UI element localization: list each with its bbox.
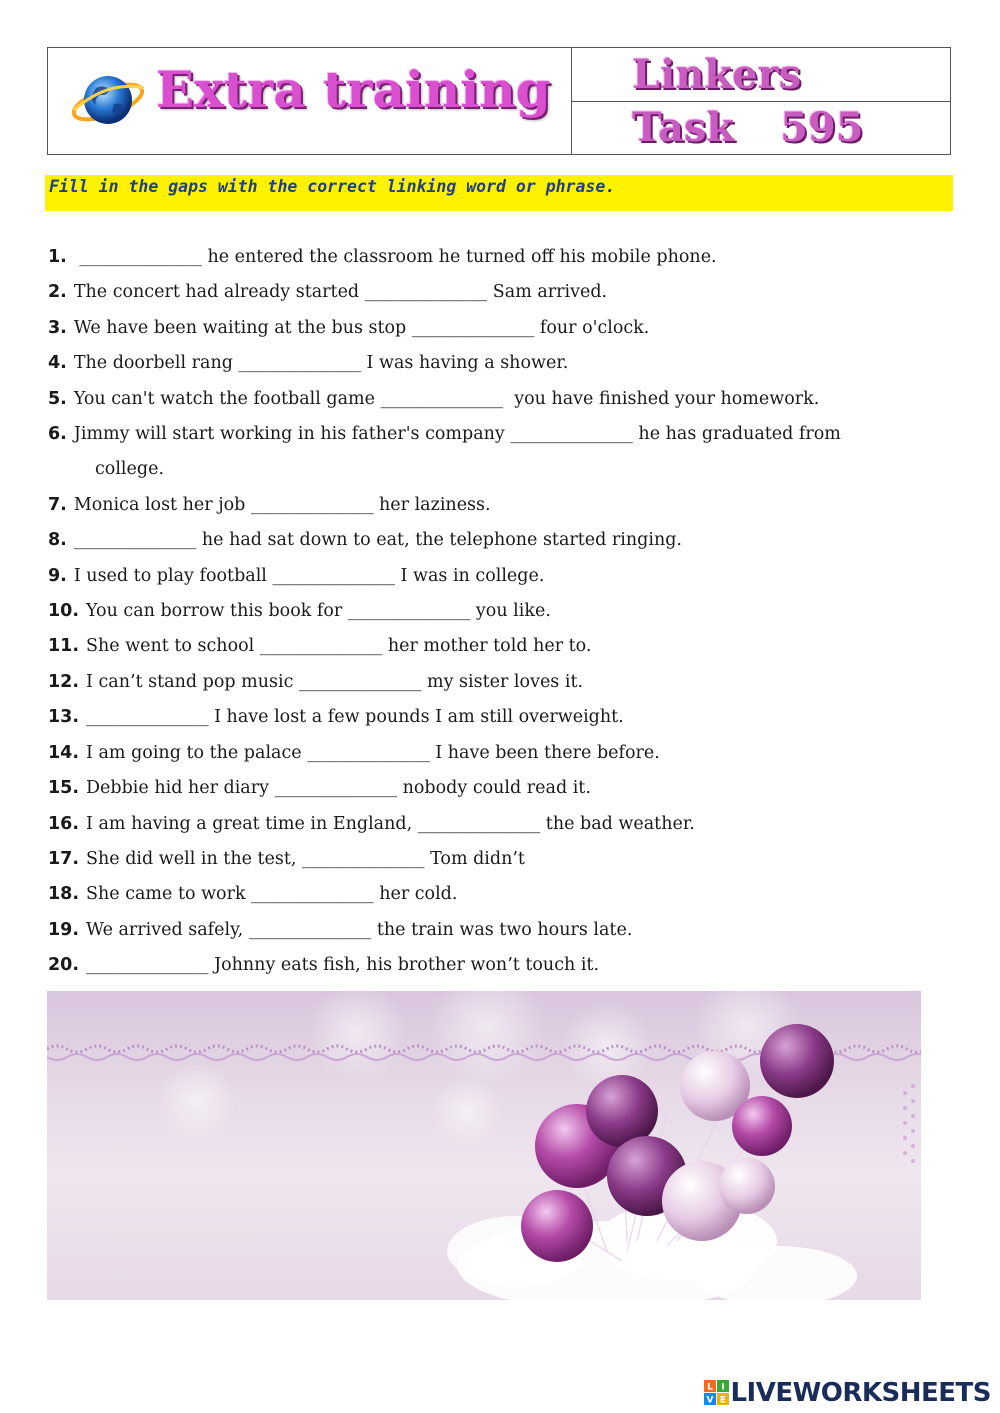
exercise-text-before: I can’t stand pop music [86,671,299,692]
answer-gap[interactable]: ______________ [86,707,209,728]
answer-gap[interactable]: ______________ [272,565,395,586]
exercise-item [48,771,956,806]
balloon-illustration [47,991,921,1300]
exercise-text-after: you have finished your homework. [503,388,820,409]
exercise-text-after: her mother told her to. [382,636,592,657]
exercise-item [48,488,956,523]
answer-gap[interactable]: ______________ [86,955,209,976]
answer-gap[interactable]: ______________ [274,778,398,799]
task-id [572,102,950,155]
instruction-bar: Fill in the gaps with the correct linking word or phrase. [45,175,953,211]
exercise-text-after: Sam arrived. [487,282,608,303]
exercise-text-after: her laziness. [373,494,491,515]
task-label: Task [632,104,735,152]
exercise-number: 19. [48,919,80,940]
exercise-item [48,311,956,346]
answer-gap[interactable]: ______________ [307,742,430,763]
exercise-item [48,594,956,629]
topic-title: Linkers [572,48,950,102]
liveworksheets-wordmark: LIVEWORKSHEETS [730,1378,991,1408]
exercise-text-before: I used to play football [73,565,273,586]
exercise-number: 9. [48,565,67,586]
exercise-number: 12. [48,671,80,692]
exercise-list [48,240,956,984]
answer-gap[interactable]: ______________ [510,424,633,445]
exercise-text-after: Johnny eats fish, his brother won’t touch it. [208,955,600,976]
task-info-cell [572,48,950,154]
exercise-text-before: Jimmy will start working in his father's company [73,424,511,445]
exercise-item [48,842,956,877]
exercise-text-before: I am going to the palace [86,742,308,763]
answer-gap[interactable]: ______________ [251,884,374,905]
logo-letter-l: L [707,1382,714,1393]
exercise-number: 13. [48,707,80,728]
exercise-item [48,877,956,912]
exercise-number: 14. [48,742,80,763]
exercise-text-after: nobody could read it. [397,778,591,799]
brand-title: Extra training [156,60,551,119]
exercise-item [48,382,956,417]
exercise-text-after: I was in college. [394,565,545,586]
exercise-item [48,948,956,983]
exercise-item [48,346,956,381]
exercise-text-before: The concert had already started [73,282,365,303]
exercise-number: 15. [48,778,80,799]
exercise-item [48,559,956,594]
exercise-text-before: I am having a great time in England, [86,813,418,834]
exercise-number: 2. [48,282,67,303]
exercise-number: 1. [48,247,67,267]
exercise-text-after: her cold. [373,884,458,905]
exercise-item [48,913,956,948]
exercise-text-after: four o'clock. [534,317,650,338]
exercise-text-before: We arrived safely, [86,919,249,940]
exercise-number: 6. [48,424,67,445]
exercise-item [48,807,956,842]
exercise-text-continuation: college. [95,459,165,480]
exercise-text-before: You can borrow this book for [86,601,348,622]
exercise-text-before: She went to school [86,636,260,657]
exercise-text-after: I was having a shower. [360,353,569,374]
exercise-text-after: the train was two hours late. [371,919,633,940]
answer-gap[interactable]: ______________ [417,813,541,834]
exercise-text-after: the bad weather. [540,813,695,834]
exercise-text-after: my sister loves it. [421,671,584,692]
exercise-number: 20. [48,955,80,976]
liveworksheets-brand [704,1376,991,1410]
globe-logo-icon [70,66,146,132]
exercise-item [48,700,956,735]
exercise-text-before: She did well in the test, [86,848,303,869]
answer-gap[interactable]: ______________ [248,919,372,940]
exercise-text-before: We have been waiting at the bus stop [73,317,412,338]
exercise-number: 16. [48,813,80,834]
answer-gap[interactable]: ______________ [298,671,422,692]
exercise-item [48,665,956,700]
exercise-number: 5. [48,388,67,409]
exercise-number: 7. [48,494,67,515]
answer-gap[interactable]: ______________ [411,317,535,338]
exercise-text-after: I have lost a few pounds I am still overweight. [208,707,624,728]
answer-gap[interactable]: ______________ [238,353,361,374]
answer-gap[interactable]: ______________ [259,636,383,657]
exercise-text-after: he entered the classroom he turned off his mobile phone. [201,247,717,267]
exercise-number: 8. [48,530,67,551]
liveworksheets-logo-icon [704,1380,730,1406]
answer-gap[interactable]: ______________ [302,848,425,869]
logo-letter-i: I [721,1382,726,1393]
answer-gap[interactable]: ______________ [250,494,374,515]
exercise-text-after: he has graduated from [632,424,841,445]
exercise-number: 4. [48,353,67,374]
exercise-item [48,736,956,771]
exercise-text-after: he had sat down to eat, the telephone started ringing. [196,530,682,551]
exercise-text-before: She came to work [86,884,252,905]
decorative-balloon-banner [47,991,921,1300]
exercise-item [48,523,956,558]
answer-gap[interactable]: ______________ [347,601,471,622]
exercise-text-after: you like. [470,601,551,622]
answer-gap[interactable]: ______________ [380,388,504,409]
exercise-text-before: Debbie hid her diary [86,778,275,799]
exercise-text-before: The doorbell rang [73,353,239,374]
exercise-text-after: I have been there before. [429,742,660,763]
exercise-item [48,240,956,275]
answer-gap[interactable]: ______________ [79,247,202,267]
logo-letter-v: V [706,1395,714,1406]
exercise-text-after: Tom didn’t [424,848,525,869]
task-number: 595 [780,104,864,152]
answer-gap[interactable]: ______________ [364,282,488,303]
exercise-number: 11. [48,636,80,657]
exercise-number: 10. [48,601,80,622]
answer-gap[interactable]: ______________ [73,530,197,551]
logo-letter-e: E [720,1395,727,1406]
exercise-item [48,629,956,664]
exercise-number: 3. [48,317,67,338]
exercise-item [48,275,956,310]
exercise-item [48,417,956,488]
worksheet-header [47,47,951,155]
brand-cell [48,48,572,154]
exercise-text-before: Monica lost her job [73,494,251,515]
exercise-text-before: You can't watch the football game [73,388,381,409]
exercise-number: 18. [48,884,80,905]
exercise-number: 17. [48,848,80,869]
